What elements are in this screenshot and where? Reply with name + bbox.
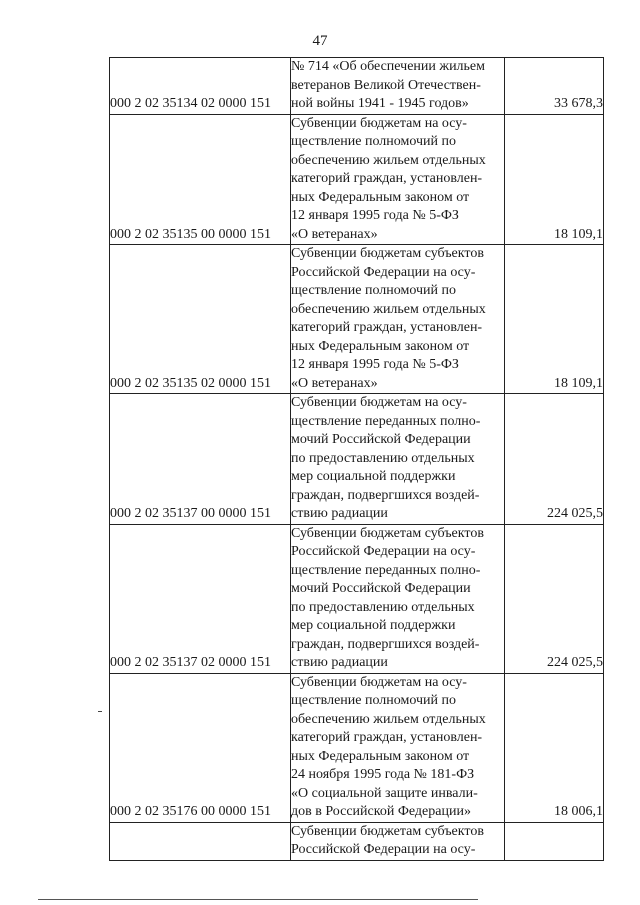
item-name-line: мочий Российской Федерации — [291, 432, 471, 447]
item-name-line: по предоставлению отдельных — [291, 450, 475, 466]
budget-code-cell: 000 2 02 35137 02 0000 151 — [110, 524, 291, 673]
item-name-line: ных Федеральным законом от — [291, 189, 470, 205]
margin-mark — [98, 711, 102, 712]
amount-cell: 224 025,5 — [505, 524, 604, 673]
item-name-line: мочий Российской Федерации — [291, 581, 471, 596]
item-name-line: по предоставлению отдельных — [291, 599, 475, 615]
item-name-line: № 714 «Об обеспечении жильем — [291, 59, 486, 74]
table-row — [110, 673, 604, 822]
item-name-line: категорий граждан, установлен- — [291, 320, 483, 335]
item-name-line: «О социальной защите инвали- — [291, 785, 478, 801]
item-name-cell — [291, 673, 505, 822]
item-name-line: мер социальной поддержки — [291, 469, 456, 484]
item-name-line: ствию радиации — [291, 506, 388, 521]
item-name-cell — [291, 245, 505, 394]
item-name-line: Субвенции бюджетам на осу- — [291, 115, 467, 131]
item-name-line: Субвенции бюджетам на осу- — [291, 395, 467, 410]
amount-cell: 18 109,1 — [505, 114, 604, 245]
item-name-line: ществление полномочий по — [291, 693, 457, 708]
budget-code-cell: 000 2 02 35134 02 0000 151 — [110, 58, 291, 115]
item-name-line: 12 января 1995 года № 5-ФЗ — [291, 208, 459, 223]
footer-rule — [38, 899, 478, 900]
item-name-line: Субвенции бюджетам на осу- — [291, 674, 467, 690]
budget-code-cell: 000 2 02 35135 00 0000 151 — [110, 114, 291, 245]
item-name-line: Субвенции бюджетам субъектов — [291, 823, 484, 839]
item-name-line: граждан, подвергшихся воздей- — [291, 487, 480, 503]
item-name-line: ществление полномочий по — [291, 134, 457, 149]
item-name-cell — [291, 58, 505, 115]
item-name-line: ных Федеральным законом от — [291, 338, 470, 354]
budget-code-cell — [110, 822, 291, 860]
item-name-cell — [291, 114, 505, 245]
item-name-line: обеспечению жильем отдельных — [291, 711, 486, 727]
budget-code-cell: 000 2 02 35176 00 0000 151 — [110, 673, 291, 822]
item-name-line: обеспечению жильем отдельных — [291, 152, 486, 168]
amount-cell: 33 678,3 — [505, 58, 604, 115]
item-name-line: «О ветеранах» — [291, 226, 378, 242]
amount-cell: 18 109,1 — [505, 245, 604, 394]
budget-table-body — [110, 58, 604, 861]
item-name-line: дов в Российской Федерации» — [291, 804, 471, 819]
item-name-line: Российской Федерации на осу- — [291, 544, 476, 559]
table-row — [110, 245, 604, 394]
item-name-line: категорий граждан, установлен- — [291, 730, 483, 745]
budget-table — [109, 57, 604, 861]
item-name-line: ществление полномочий по — [291, 283, 457, 298]
item-name-line: Российской Федерации на осу- — [291, 264, 476, 280]
budget-code-cell: 000 2 02 35135 02 0000 151 — [110, 245, 291, 394]
item-name-line: ществление переданных полно- — [291, 413, 481, 429]
page-number: 47 — [312, 33, 328, 49]
table-row — [110, 524, 604, 673]
table-row — [110, 114, 604, 245]
item-name-line: Субвенции бюджетам субъектов — [291, 246, 484, 261]
table-row — [110, 822, 604, 860]
item-name-line: «О ветеранах» — [291, 375, 378, 391]
item-name-cell — [291, 524, 505, 673]
item-name-line: категорий граждан, установлен- — [291, 171, 483, 186]
item-name-line: обеспечению жильем отдельных — [291, 301, 486, 317]
item-name-line: мер социальной поддержки — [291, 618, 456, 633]
item-name-line: 24 ноября 1995 года № 181-ФЗ — [291, 767, 475, 782]
item-name-line: граждан, подвергшихся воздей- — [291, 636, 480, 652]
item-name-line: Субвенции бюджетам субъектов — [291, 525, 484, 541]
item-name-line: ществление переданных полно- — [291, 562, 481, 578]
budget-code-cell: 000 2 02 35137 00 0000 151 — [110, 394, 291, 525]
item-name-line: ветеранов Великой Отечествен- — [291, 77, 481, 93]
table-row — [110, 394, 604, 525]
table-row — [110, 58, 604, 115]
item-name-cell — [291, 394, 505, 525]
item-name-line: Российской Федерации на осу- — [291, 842, 476, 857]
amount-cell: 224 025,5 — [505, 394, 604, 525]
amount-cell — [505, 822, 604, 860]
item-name-line: ствию радиации — [291, 655, 388, 670]
item-name-line: ных Федеральным законом от — [291, 748, 470, 764]
item-name-line: ной войны 1941 - 1945 годов» — [291, 96, 469, 111]
item-name-cell — [291, 822, 505, 860]
amount-cell: 18 006,1 — [505, 673, 604, 822]
item-name-line: 12 января 1995 года № 5-ФЗ — [291, 357, 459, 372]
